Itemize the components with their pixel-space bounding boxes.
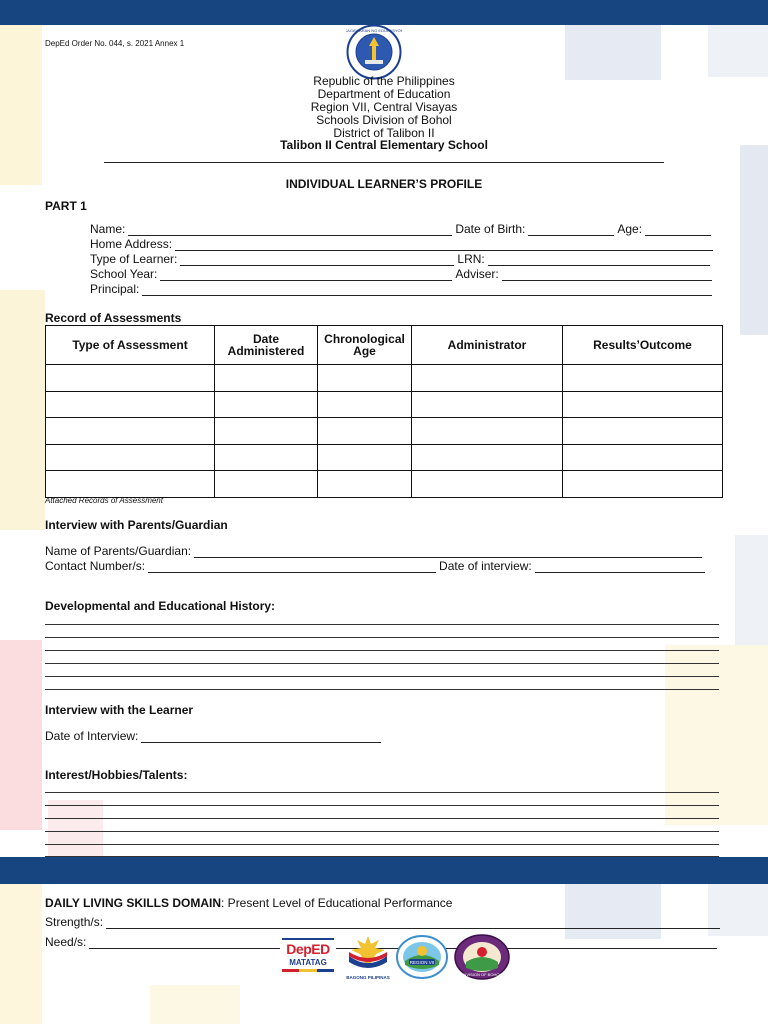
document-title: INDIVIDUAL LEARNER’S PROFILE [285,177,483,191]
seal-text: KAGAWARAN NG EDUKASYON [346,28,402,33]
address-row [90,236,716,251]
name-label: Name: [90,222,126,236]
learner-type-row [90,251,713,266]
dev-history-title: Developmental and Educational History: [45,599,276,613]
parent-name-field[interactable] [194,546,702,558]
interview-date-field[interactable] [535,561,705,573]
decor-block [665,645,768,825]
table-row [46,365,723,392]
dob-label: Date of Birth: [455,222,526,236]
col-header: Chronological Age [318,326,412,365]
table-cell[interactable] [318,418,412,445]
school-name: Talibon II Central Elementary School [280,138,488,152]
decor-block [48,800,103,860]
table-row [46,391,723,418]
table-cell[interactable] [46,391,215,418]
learner-type-field[interactable] [180,254,454,266]
decor-block [0,290,45,530]
learner-interview-date-label: Date of Interview: [45,729,139,743]
assessments-title: Record of Assessments [45,311,182,325]
table-row [46,418,723,445]
name-row [90,221,714,236]
writing-line[interactable] [45,844,719,845]
table-cell[interactable] [412,444,563,471]
header-line: Republic of the Philippines [313,74,455,88]
header-line: District of Talibon II [333,126,435,140]
decor-block [0,884,42,1024]
writing-line[interactable] [45,818,719,819]
table-cell[interactable] [46,418,215,445]
deped-matatag-logo [280,938,336,978]
principal-label: Principal: [90,282,140,296]
col-header: Type of Assessment [46,326,215,365]
table-cell[interactable] [318,444,412,471]
age-label: Age: [617,222,643,236]
bagong-pilipinas-text: BAGONG PILIPINAS [346,975,390,980]
principal-row [90,281,715,296]
writing-line[interactable] [45,792,719,793]
region-vii-logo [396,935,448,979]
parent-name-label: Name of Parents/Guardian: [45,544,192,558]
table-header-row [46,326,723,365]
table-cell[interactable] [412,391,563,418]
region-vii-text: REGION VII [409,960,435,965]
col-header: Date Administered [215,326,318,365]
table-cell[interactable] [215,391,318,418]
age-field[interactable] [645,224,711,236]
writing-line[interactable] [45,831,719,832]
school-year-label: School Year: [90,267,158,281]
deped-seal [346,24,402,80]
table-cell[interactable] [412,418,563,445]
address-field[interactable] [175,239,713,251]
decor-block [565,884,661,939]
lrn-label: LRN: [457,252,485,266]
name-field[interactable] [128,224,452,236]
table-cell[interactable] [215,471,318,498]
table-cell[interactable] [46,444,215,471]
daily-living-desc: : Present Level of Educational Performance [221,896,453,910]
table-cell[interactable] [46,365,215,392]
division-of-bohol-text: DIVISION OF BOHOL [462,972,502,977]
table-row [46,444,723,471]
learner-interview-date-field[interactable] [141,731,381,743]
strengths-field[interactable] [106,917,720,929]
table-cell[interactable] [412,365,563,392]
writing-line[interactable] [45,856,719,857]
decor-block [735,535,768,645]
header-line: Department of Education [317,87,451,101]
header-divider [104,162,664,163]
table-cell[interactable] [215,418,318,445]
decor-block [0,640,42,830]
school-year-field[interactable] [160,269,452,281]
bagong-pilipinas-logo [343,934,393,980]
interview-parents-title: Interview with Parents/Guardian [45,518,228,532]
strengths-label: Strength/s: [45,915,104,929]
writing-line[interactable] [45,805,719,806]
table-cell[interactable] [563,471,723,498]
adviser-label: Adviser: [455,267,499,281]
table-cell[interactable] [318,391,412,418]
needs-label: Need/s: [45,935,87,949]
writing-line[interactable] [45,676,719,677]
interview-date-label: Date of interview: [439,559,532,573]
decor-block [708,25,768,77]
dob-field[interactable] [528,224,614,236]
writing-line[interactable] [45,624,719,625]
table-cell[interactable] [215,444,318,471]
writing-line[interactable] [45,637,719,638]
table-cell[interactable] [563,365,723,392]
strengths-row [45,914,723,929]
table-cell[interactable] [563,444,723,471]
table-cell[interactable] [412,471,563,498]
contact-label: Contact Number/s: [45,559,146,573]
col-header: Administrator [412,326,563,365]
school-year-row [90,266,715,281]
address-label: Home Address: [90,237,173,251]
interview-learner-title: Interview with the Learner [45,703,194,717]
lrn-field[interactable] [488,254,710,266]
principal-field[interactable] [142,284,712,296]
col-header: Results’Outcome [563,326,723,365]
table-cell[interactable] [215,365,318,392]
doc-reference: DepEd Order No. 044, s. 2021 Annex 1 [45,39,185,48]
contact-row [45,558,708,573]
table-cell[interactable] [318,365,412,392]
division-of-bohol-logo [454,934,510,980]
writing-line[interactable] [45,663,719,664]
page-break-band [0,857,768,884]
part-label: PART 1 [45,199,87,213]
writing-line[interactable] [45,650,719,651]
decor-block [150,985,240,1024]
daily-living-domain: DAILY LIVING SKILLS DOMAIN [45,896,222,910]
table-cell[interactable] [318,471,412,498]
assessments-note: Attached Records of Assessment [45,496,163,505]
table-cell[interactable] [46,471,215,498]
assessments-table [45,325,723,498]
table-cell[interactable] [563,418,723,445]
contact-field[interactable] [148,561,436,573]
table-cell[interactable] [563,391,723,418]
writing-line[interactable] [45,689,719,690]
learner-type-label: Type of Learner: [90,252,178,266]
matatag-logo-text: MATATAG [289,958,327,967]
decor-block [740,145,768,335]
header-line: Region VII, Central Visayas [310,100,458,114]
interests-title: Interest/Hobbies/Talents: [45,768,188,782]
learner-interview-date-row [45,728,384,743]
decor-block [565,25,661,80]
adviser-field[interactable] [502,269,712,281]
parent-name-row [45,543,705,558]
top-band [0,0,768,25]
deped-logo-text: DepED [286,941,330,957]
table-row [46,471,723,498]
header-line: Schools Division of Bohol [316,113,452,127]
daily-living-heading [45,896,452,910]
